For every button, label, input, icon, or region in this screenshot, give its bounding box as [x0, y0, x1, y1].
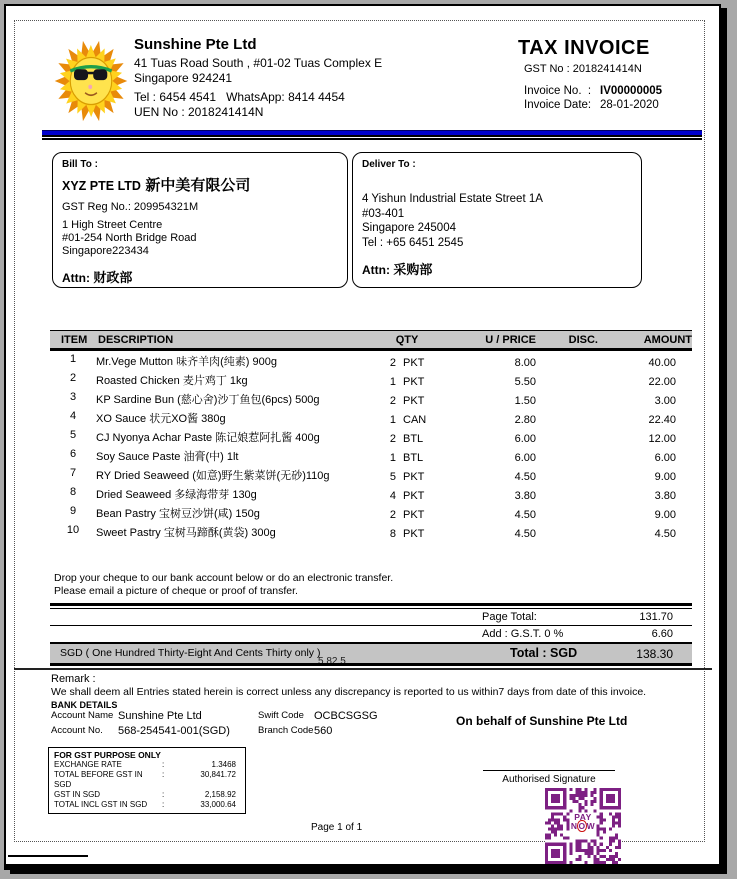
gst-row-label: TOTAL BEFORE GST IN SGD — [54, 770, 143, 789]
item-cell: 1 — [69, 353, 77, 365]
gst-number-line: GST No : 2018241414N — [524, 63, 642, 75]
amount-cell: 22.00 — [648, 376, 676, 388]
gst-row-value: 30,841.72 — [200, 770, 236, 779]
item-cell: 5 — [69, 429, 77, 441]
account-no-label: Account No. — [51, 725, 103, 736]
table-row — [50, 427, 692, 446]
company-tel-line: Tel : 6454 4541 WhatsApp: 8414 4454 — [134, 90, 345, 104]
uom-cell: PKT — [403, 471, 425, 483]
qty-cell: 2 — [389, 357, 396, 369]
page-total-label: Page Total: — [482, 611, 537, 623]
deliver-to-address2: #03-401 — [362, 207, 405, 220]
bill-to-box — [52, 152, 348, 288]
invoice-page — [4, 4, 721, 870]
paynow-line2: NOW — [570, 821, 596, 831]
description-cell: Sweet Pastry 宝树马蹄酥(黄袋) 300g — [96, 527, 276, 539]
paynow-logo-text — [545, 813, 621, 831]
deliver-to-attn-label: Attn: — [362, 263, 390, 277]
header-item: ITEM — [61, 333, 88, 346]
header-description: DESCRIPTION — [98, 333, 174, 346]
description-cell: XO Sauce 状元XO酱 380g — [96, 413, 226, 425]
gst-purpose-row — [54, 800, 240, 810]
disc-cell — [536, 370, 598, 376]
unit-price-cell: 5.50 — [514, 376, 536, 388]
description-cell: RY Dried Seaweed (如意)野生紫菜饼(无砂)110g — [96, 470, 330, 482]
gst-row-colon: : — [162, 790, 165, 799]
authorised-signature-label: Authorised Signature — [502, 774, 596, 785]
table-row — [50, 503, 692, 522]
on-behalf-text: On behalf of Sunshine Pte Ltd — [456, 714, 628, 728]
items-table-header — [50, 330, 692, 351]
payment-note — [54, 572, 393, 598]
header-disc: DISC. — [568, 333, 598, 346]
amount-cell: 3.00 — [654, 395, 676, 407]
uom-cell: PKT — [403, 509, 425, 521]
paynow-check-icon: O — [578, 821, 586, 831]
deliver-to-address3: Singapore 245004 — [362, 222, 456, 234]
deliver-to-label: Deliver To : — [362, 159, 416, 170]
header-amount: AMOUNT — [643, 333, 692, 346]
qty-cell: 1 — [389, 452, 396, 464]
unit-price-cell: 2.80 — [514, 414, 536, 426]
amount-cell: 9.00 — [654, 509, 676, 521]
company-address-line2: Singapore 924241 — [134, 71, 233, 85]
qty-cell: 1 — [389, 376, 396, 388]
account-name-value: Sunshine Pte Ltd — [118, 710, 202, 722]
bill-to-name — [62, 174, 338, 195]
table-row — [50, 408, 692, 427]
uom-cell: PKT — [403, 376, 425, 388]
description-cell: Bean Pastry 宝树豆沙饼(咸) 150g — [96, 508, 260, 520]
amount-cell: 22.40 — [648, 414, 676, 426]
swift-code-value: OCBCSGSG — [314, 710, 378, 722]
deliver-to-attn — [362, 259, 632, 278]
gst-row-label: TOTAL INCL GST IN SGD — [54, 800, 148, 809]
bottom-left-mark — [8, 855, 88, 857]
uom-cell: BTL — [403, 452, 424, 464]
signature-line — [483, 770, 615, 771]
table-row — [50, 522, 692, 541]
amount-cell: 12.00 — [648, 433, 676, 445]
description-cell: CJ Nyonya Achar Paste 陈记娘惹阿扎酱 400g — [96, 432, 320, 444]
paynow-qr-code — [545, 788, 621, 864]
gst-row-colon: : — [162, 770, 165, 779]
disc-cell — [536, 484, 598, 490]
bill-to-name-en: XYZ PTE LTD — [62, 179, 141, 193]
table-row — [50, 465, 692, 484]
unit-price-cell: 8.00 — [514, 357, 536, 369]
table-row — [50, 446, 692, 465]
document-title: TAX INVOICE — [518, 37, 650, 59]
sun-with-sunglasses-icon — [54, 39, 128, 123]
uom-cell: CAN — [403, 414, 427, 426]
bill-to-address1: 1 High Street Centre — [62, 219, 163, 231]
deliver-to-address1: 4 Yishun Industrial Estate Street 1A — [362, 193, 543, 205]
paynow-line1: PAY — [574, 812, 592, 822]
bill-to-address — [62, 219, 338, 258]
description-cell: Roasted Chicken 麦片鸡丁 1kg — [96, 375, 248, 387]
bill-to-attn-value: 财政部 — [93, 270, 133, 285]
deliver-to-tel: Tel : +65 6451 2545 — [362, 236, 464, 249]
uom-cell: PKT — [403, 528, 425, 540]
item-cell: 9 — [69, 505, 77, 517]
item-cell: 10 — [66, 524, 80, 536]
qty-cell: 2 — [389, 395, 396, 407]
deliver-to-box — [352, 152, 642, 288]
items-table-body — [50, 351, 692, 541]
deliver-to-attn-value: 采购部 — [393, 262, 433, 277]
qty-cell: 5 — [389, 471, 396, 483]
header-unit-price: U / PRICE — [485, 333, 536, 346]
item-cell: 8 — [69, 486, 77, 498]
invoice-no-value: IV00000005 — [600, 85, 663, 97]
grand-total-value: 138.30 — [636, 647, 673, 661]
uom-cell: PKT — [403, 357, 425, 369]
remark-text: We shall deem all Entries stated herein is correct unless any discrepancy is reported to us within7 days from date of this invoice. — [51, 686, 647, 698]
uom-cell: PKT — [403, 395, 425, 407]
gst-row-colon: : — [162, 760, 165, 769]
account-no-value: 568-254541-001(SGD) — [118, 725, 230, 737]
company-uen-line: UEN No : 2018241414N — [134, 105, 264, 119]
table-row — [50, 484, 692, 503]
remark-label: Remark : — [51, 673, 96, 685]
footer-divider-rule — [14, 668, 712, 670]
gst-add-label: Add : G.S.T. 0 % — [482, 628, 564, 640]
item-cell: 3 — [69, 391, 77, 403]
payment-note-line1: Drop your cheque to our bank account below or do an electronic transfer. — [54, 572, 394, 584]
branch-code-label: Branch Code — [258, 725, 314, 736]
qty-cell: 2 — [389, 509, 396, 521]
gst-add-value: 6.60 — [651, 628, 673, 640]
bill-to-name-cn: 新中美有限公司 — [145, 177, 251, 194]
header-qty: QTY — [395, 333, 419, 346]
unit-price-cell: 4.50 — [514, 471, 536, 483]
clipped-text-fragment: 5.82.5 — [318, 656, 346, 663]
page-total-row — [50, 609, 692, 625]
grand-total-label: Total : SGD — [510, 646, 578, 660]
invoice-date-value: 28-01-2020 — [600, 99, 659, 111]
amount-cell: 40.00 — [648, 357, 676, 369]
page-total-value: 131.70 — [639, 611, 673, 623]
deliver-to-address — [362, 192, 632, 250]
gst-purpose-row — [54, 770, 240, 790]
totals-block — [50, 603, 692, 666]
disc-cell — [536, 427, 598, 433]
description-cell: Dried Seaweed 多绿海带芽 130g — [96, 489, 257, 501]
payment-note-line2: Please email a picture of cheque or proof of transfer. — [54, 585, 298, 597]
invoice-date-label: Invoice Date: — [524, 99, 592, 111]
gst-row-colon: : — [162, 800, 165, 809]
qty-cell: 8 — [389, 528, 396, 540]
page-number: Page 1 of 1 — [311, 822, 363, 833]
gst-row-value: 33,000.64 — [200, 800, 236, 809]
gst-row-value: 1.3468 — [211, 760, 236, 769]
gst-purpose-title: FOR GST PURPOSE ONLY — [54, 750, 161, 760]
qty-cell: 4 — [389, 490, 396, 502]
disc-cell — [536, 408, 598, 414]
disc-cell — [536, 503, 598, 509]
bill-to-address3: Singapore223434 — [62, 245, 149, 257]
bill-to-address2: #01-254 North Bridge Road — [62, 232, 197, 244]
bill-to-attn-label: Attn: — [62, 271, 90, 285]
uom-cell: PKT — [403, 490, 425, 502]
unit-price-cell: 4.50 — [514, 528, 536, 540]
amount-cell: 3.80 — [654, 490, 676, 502]
item-cell: 7 — [69, 467, 77, 479]
gst-row-label: GST IN SGD — [54, 790, 101, 799]
gst-row-label: EXCHANGE RATE — [54, 760, 122, 769]
bill-to-label: Bill To : — [62, 159, 98, 170]
branch-code-value: 560 — [314, 725, 333, 737]
disc-cell — [536, 465, 598, 471]
unit-price-cell: 4.50 — [514, 509, 536, 521]
items-table — [50, 330, 692, 541]
sun-logo — [54, 39, 128, 123]
amount-cell: 9.00 — [654, 471, 676, 483]
gst-row-value: 2,158.92 — [204, 790, 236, 799]
description-cell: Soy Sauce Paste 油膏(中) 1lt — [96, 451, 239, 463]
gst-purpose-row — [54, 760, 240, 770]
bill-to-gst-reg: GST Reg No.: 209954321M — [62, 201, 199, 213]
uom-cell: BTL — [403, 433, 424, 445]
unit-price-cell: 1.50 — [514, 395, 536, 407]
amount-cell: 6.00 — [654, 452, 676, 464]
gst-row — [50, 626, 692, 642]
disc-cell — [536, 389, 598, 395]
company-address-line1: 41 Tuas Road South , #01-02 Tuas Complex E — [134, 56, 383, 70]
item-cell: 6 — [69, 448, 77, 460]
header-divider-rule — [42, 130, 702, 139]
invoice-no-label: Invoice No. : — [524, 85, 592, 97]
disc-cell — [536, 351, 598, 357]
unit-price-cell: 6.00 — [514, 452, 536, 464]
amount-cell: 4.50 — [654, 528, 676, 540]
qty-cell: 2 — [389, 433, 396, 445]
grand-total-band — [50, 642, 692, 666]
description-cell: Mr.Vege Mutton 味齐羊肉(纯素) 900g — [96, 356, 277, 368]
qty-cell: 1 — [389, 414, 396, 426]
item-cell: 2 — [69, 372, 77, 384]
unit-price-cell: 3.80 — [514, 490, 536, 502]
bank-details-title: BANK DETAILS — [51, 700, 118, 710]
table-row — [50, 389, 692, 408]
bill-to-attn — [62, 267, 338, 286]
account-name-label: Account Name — [51, 710, 114, 721]
table-row — [50, 351, 692, 370]
disc-cell — [536, 446, 598, 452]
unit-price-cell: 6.00 — [514, 433, 536, 445]
gst-purpose-row — [54, 790, 240, 800]
item-cell: 4 — [69, 410, 77, 422]
company-name: Sunshine Pte Ltd — [134, 36, 257, 53]
gst-purpose-rows — [54, 760, 240, 810]
disc-cell — [536, 522, 598, 528]
amount-in-words: SGD ( One Hundred Thirty-Eight And Cents Thirty only ) — [60, 647, 321, 659]
table-row — [50, 370, 692, 389]
gst-purpose-box — [48, 747, 246, 814]
swift-code-label: Swift Code — [258, 710, 304, 721]
description-cell: KP Sardine Bun (慈心舍)沙丁鱼包(6pcs) 500g — [96, 394, 320, 406]
